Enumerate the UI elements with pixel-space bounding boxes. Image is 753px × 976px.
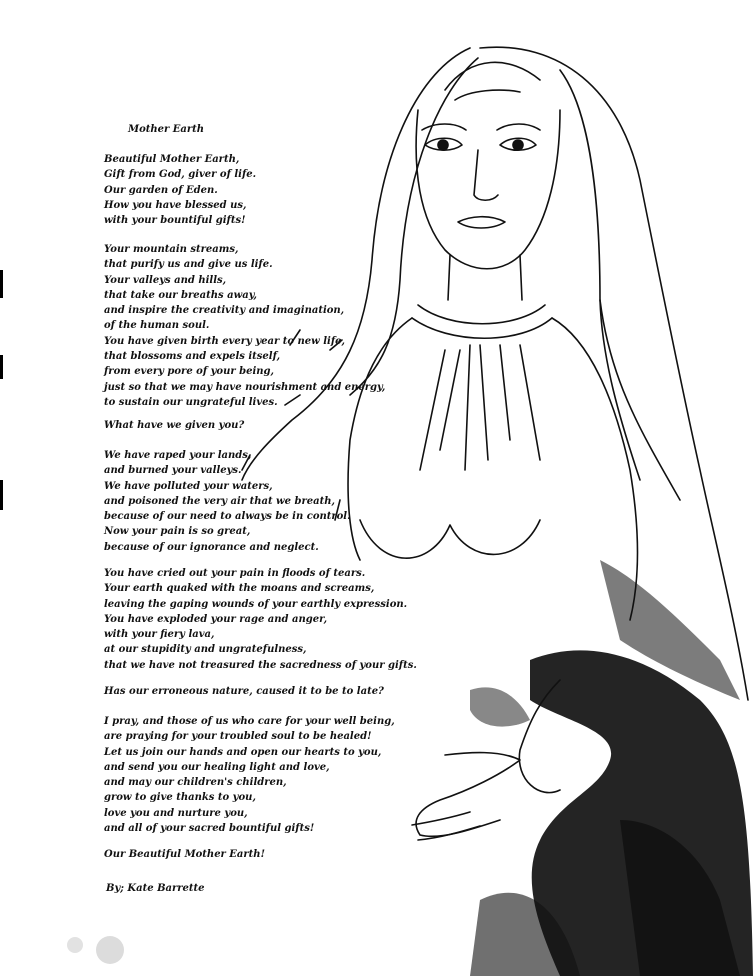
hand [416, 753, 520, 837]
stanza-4 [104, 448, 351, 555]
mouth [458, 217, 505, 228]
poem-line: because of our ignorance and neglect. [104, 541, 319, 553]
stanza-7 [104, 714, 395, 836]
poem-line: love you and nurture you, [104, 807, 248, 819]
poem-line: that blossoms and expels itself, [104, 351, 281, 363]
poem-line: and burned your valleys. [104, 465, 242, 477]
poem-line: Your mountain streams, [104, 244, 239, 255]
poem-line: with your bountiful gifts! [104, 215, 246, 227]
poem-line: grow to give thanks to you, [104, 792, 256, 804]
poem-line: How you have blessed us, [104, 199, 247, 211]
poem-line: Let us join our hands and open our hearts to you, [104, 746, 382, 758]
poem-line: to sustain our ungrateful lives. [104, 396, 278, 408]
veil-inner-right [560, 70, 640, 480]
poem-line: are praying for your troubled soul to be healed! [104, 731, 372, 743]
stanza-1 [104, 152, 256, 228]
poem-line: You have exploded your rage and anger, [104, 613, 328, 625]
left-edge-mark [0, 480, 3, 510]
poem-line: Our Beautiful Mother Earth! [104, 849, 265, 860]
stanza-8 [104, 847, 265, 862]
poem-line: Your valleys and hills, [104, 274, 227, 286]
collar [418, 305, 545, 324]
poem-line: and send you our healing light and love, [104, 761, 330, 773]
poem-line: and poisoned the very air that we breath, [104, 495, 335, 507]
poem-line: with your fiery lava, [104, 629, 215, 641]
poem-line: You have cried out your pain in floods of tears. [104, 568, 366, 579]
poem-line: Our garden of Eden. [104, 184, 218, 196]
nose [474, 150, 498, 200]
poem-line: from every pore of your being, [104, 366, 275, 378]
bust [360, 520, 540, 558]
poem-line: Your earth quaked with the moans and screams, [104, 583, 375, 595]
dress-right [552, 318, 638, 620]
stanza-3 [104, 418, 244, 433]
poem-line: Now your pain is so great, [104, 526, 251, 538]
poem-line: and all of your sacred bountiful gifts! [104, 823, 315, 835]
poem-line: of the human soul. [104, 320, 210, 332]
left-edge-mark [0, 355, 3, 379]
stanza-6 [104, 684, 384, 699]
poem-line: because of our need to always be in control. [104, 511, 351, 523]
poem-line: that purify us and give us life. [104, 259, 273, 271]
poem-line: at our stupidity and ungratefulness, [104, 644, 307, 656]
poem-line: leaving the gaping wounds of your earthly expression. [104, 598, 408, 610]
poem-line: that we have not treasured the sacredness of your gifts. [104, 659, 417, 671]
poem-line: We have raped your lands, [104, 450, 252, 461]
poem-line: Gift from God, giver of life. [104, 169, 257, 181]
poem-line: You have given birth every year to new life, [104, 335, 345, 347]
poem-line: Beautiful Mother Earth, [104, 154, 240, 165]
poem-author: By; Kate Barrette [106, 883, 205, 894]
face-outline [416, 110, 560, 269]
poem-line: I pray, and those of us who care for your well being, [104, 716, 395, 727]
poem-line: What have we given you? [104, 420, 245, 431]
stanza-2 [104, 242, 385, 410]
poem-line: We have polluted your waters, [104, 480, 273, 492]
poem-line: and inspire the creativity and imagination, [104, 305, 345, 317]
stanza-5 [104, 566, 417, 673]
poem-line: just so that we may have nourishment and energy, [104, 381, 386, 393]
poem-title: Mother Earth [128, 124, 205, 135]
hair-line [445, 62, 540, 90]
poem-line: that take our breaths away, [104, 289, 258, 301]
poem-line: and may our children's children, [104, 777, 287, 789]
left-edge-mark [0, 270, 3, 298]
poem-line: Has our erroneous nature, caused it to be to late? [104, 686, 384, 697]
